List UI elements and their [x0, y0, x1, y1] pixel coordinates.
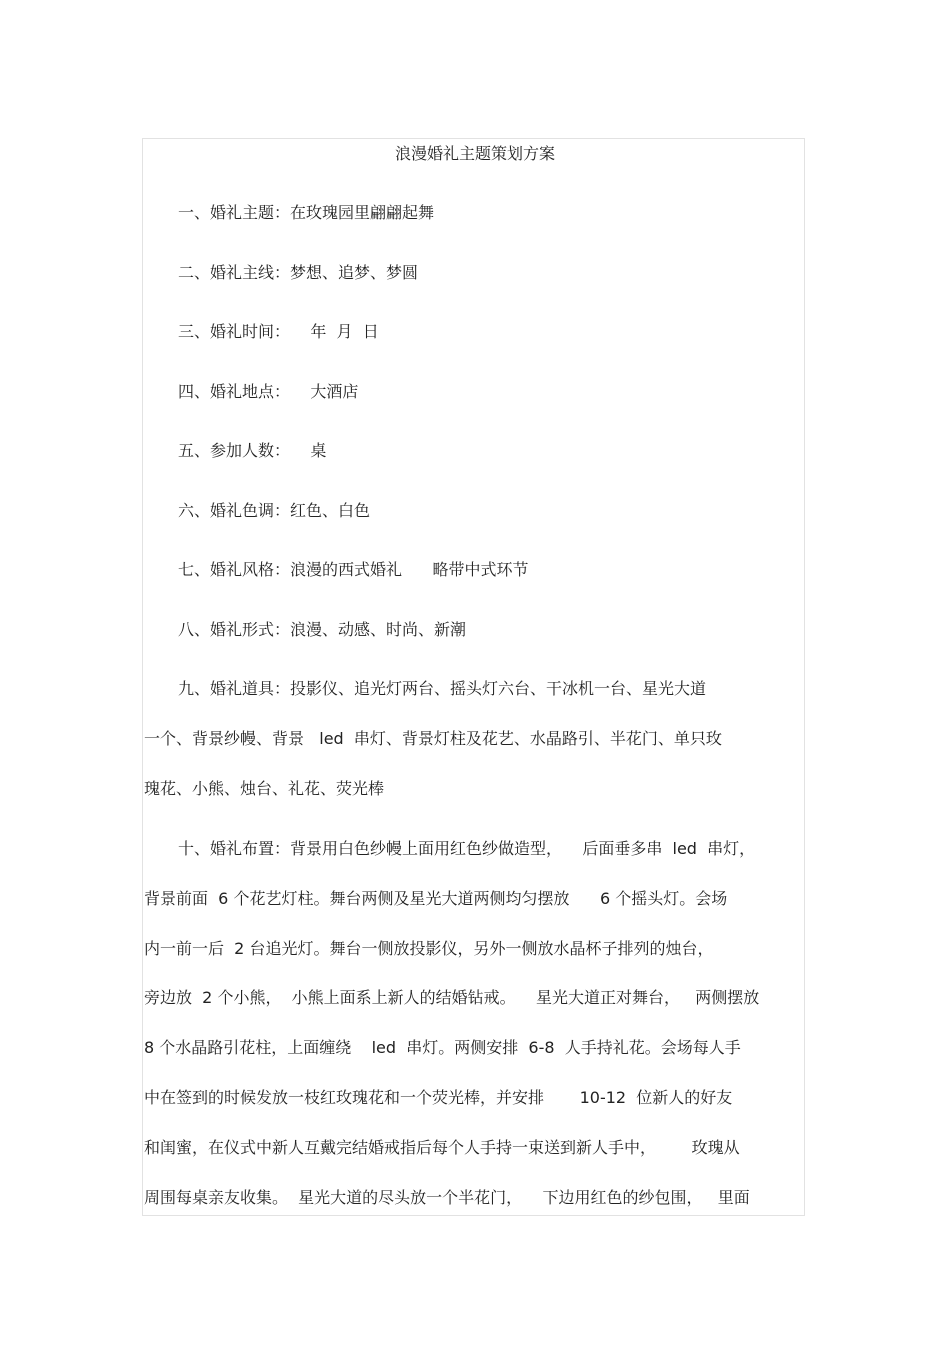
- props-line: 一个、背景纱幔、背景 led 串灯、背景灯柱及花艺、水晶路引、半花门、单只玫: [144, 729, 722, 748]
- layout-line: 和闺蜜，在仪式中新人互戴完结婚戒指后每个人手持一束送到新人手中， 玫瑰从: [144, 1138, 740, 1157]
- document-title: 浪漫婚礼主题策划方案: [394, 144, 555, 163]
- item-style: 七、婚礼风格：浪漫的西式婚礼 略带中式环节: [178, 560, 529, 579]
- layout-line: 8 个水晶路引花柱，上面缠绕 led 串灯。两侧安排 6-8 人手持礼花。会场每人手: [144, 1038, 741, 1057]
- layout-line: 周围每桌亲友收集。 星光大道的尽头放一个半花门， 下边用红色的纱包围， 里面: [144, 1188, 750, 1207]
- layout-line: 十、婚礼布置：背景用白色纱幔上面用红色纱做造型， 后面垂多串 led 串灯，: [178, 839, 756, 858]
- props-line: 九、婚礼道具：投影仪、追光灯两台、摇头灯六台、干冰机一台、星光大道: [178, 679, 707, 698]
- item-form: 八、婚礼形式：浪漫、动感、时尚、新潮: [178, 620, 467, 639]
- item-mainline: 二、婚礼主线：梦想、追梦、梦圆: [178, 263, 419, 282]
- item-time: 三、婚礼时间： 年 月 日: [178, 322, 379, 341]
- props-line: 瑰花、小熊、烛台、礼花、荧光棒: [144, 779, 385, 798]
- layout-line: 中在签到的时候发放一枝红玫瑰花和一个荧光棒，并安排 10-12 位新人的好友: [144, 1088, 733, 1107]
- layout-line: 内一前一后 2 台追光灯。舞台一侧放投影仪，另外一侧放水晶杯子排列的烛台，: [144, 939, 714, 958]
- item-venue: 四、婚礼地点： 大酒店: [178, 382, 359, 401]
- layout-line: 旁边放 2 个小熊， 小熊上面系上新人的结婚钻戒。 星光大道正对舞台， 两侧摆放: [144, 988, 760, 1007]
- item-theme: 一、婚礼主题：在玫瑰园里翩翩起舞: [178, 203, 435, 222]
- layout-line: 背景前面 6 个花艺灯柱。舞台两侧及星光大道两侧均匀摆放 6 个摇头灯。会场: [144, 889, 728, 908]
- item-colors: 六、婚礼色调：红色、白色: [178, 501, 371, 520]
- item-guests: 五、参加人数： 桌: [178, 441, 327, 460]
